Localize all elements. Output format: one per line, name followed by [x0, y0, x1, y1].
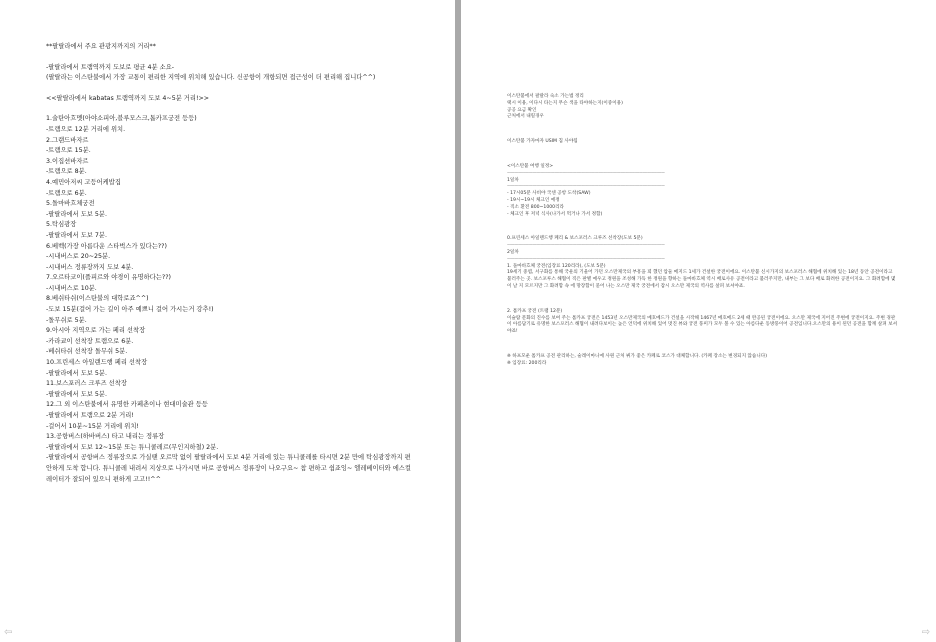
- text-line: **팔랄라에서 주요 관광지까지의 거리**: [46, 43, 156, 50]
- text-line: 공공 요금 확인: [507, 107, 537, 113]
- text-line: -도보 15분(걸어 가는 길이 아주 예쁘니 걸어 가시는거 강추!): [46, 306, 214, 314]
- text-line: 12.그 외 이스탄불에서 유명한 카페촌이나 현대미술관 등등: [46, 401, 208, 409]
- text-line: 2.그랜드바자르: [46, 136, 89, 144]
- blank-line: [507, 336, 897, 354]
- text-line: 택시 이용, 이다시 타는지 무슨 색을 타야하는지(이중이용): [507, 100, 623, 106]
- text-line: 2일차: [507, 249, 519, 255]
- text-line: -트램으로 6분.: [46, 189, 87, 197]
- separator-line: ----------------------------------------------------------------------------------------------------------------------------------------: [507, 184, 665, 190]
- next-page-icon[interactable]: ⇨: [921, 627, 930, 638]
- text-line: ※ 하프모운 톱카프 공전 관리하는, 술레이마니예 사원 근처 뷔가 좋은 카페로 코스가 대체합니다. (카페 장소는 변경되지 않습니다): [507, 353, 768, 359]
- text-line: -베쉬타쉬 선착장 돌무쉬 5분.: [46, 348, 128, 356]
- text-line: 2. 톱카프 궁전 (트램 12분): [507, 308, 563, 314]
- text-line: 이스탄불 가자마자 USIM 칩 사야됨: [507, 139, 578, 145]
- text-line: 7.오르타코이(플피르와 야경이 유명하다는??): [46, 274, 172, 282]
- text-line: -팔랄라에서 공항버스 정류장으로 가실땐 오르막 없이 팔랄라에서 도보 4분 거리에 있는 튜니쿨레를 타시면 2분 만에 탁심광장까지 편안하게 도착 합니다. 튜니쿨레 내려서 지상으로 나가시면 바로 공항버스 정류장이 나오구요~ 참 편하고 쉽죠잉~ 엘레베이터와 에스컬레이터가 잘되어 있으니 편하게 고고!!^^: [46, 454, 411, 483]
- page-left-text: [46, 42, 416, 485]
- text-line: -트램으로 8분.: [46, 168, 87, 176]
- text-line: 11.보스포러스 크루즈 선착장: [46, 380, 127, 388]
- text-line: 6.베벡(가장 아름다운 스타벅스가 있다는??): [46, 242, 167, 250]
- text-line: -카라쿄이 선착장 트램으로 6분.: [46, 337, 134, 345]
- text-line: 0.프린세스 아일랜드행 페리 & 보스포러스 크루즈 선착장(도보 5분): [507, 236, 643, 242]
- text-line: 19세기 중엽, 서구화를 통해 국운의 기울어 가던 오스만제국의 부흥을 꾀 했던 압둘 메지드 1세가 건설한 궁전이에요. 이스탄불 신시가지의 보스포러스 해협에 위치해 있는 18년 동안 공전이라고 불러주는 곳. 보스포루스 해협이 직은 판별 예우고 정원을 조성해 가득 한 정원을 향하는 돌마바흐체 역시 배로사유 공전이라고 불러주지만, 내부는 그 보다 배로 화려한 공전이지요. 그 화려함에 몇이 날 지 모르지만 그 화려함 속 에 망장함이 묻어 나는 오스만 제국 궁전에서 잠시 오스만 제국의 역사를 살펴 보셔야죠.: [507, 270, 896, 289]
- previous-page-icon[interactable]: ⇦: [4, 627, 13, 638]
- text-line: 5.돌마바흐체궁전: [46, 200, 95, 208]
- text-line: 1일차: [507, 177, 519, 183]
- blank-line: [507, 218, 897, 236]
- page-right: [461, 0, 936, 642]
- text-line: (팔랄라는 이스탄불에서 가장 교통이 편리한 지역에 위치해 있습니다. 신공항이 개항되면 접근성이 더 편리해 집니다^^): [46, 74, 376, 82]
- text-line: -돌무쉬로 5분.: [46, 316, 87, 324]
- page-right-text: [507, 94, 897, 368]
- blank-line: [507, 121, 897, 139]
- text-line: - 체크인 후 저녁 식사(나가서 먹거나 가서 정함): [507, 211, 603, 217]
- text-line: <이스탄불 여행 일정>: [507, 163, 554, 169]
- blank-line: [46, 104, 416, 114]
- text-line: 10.프린세스 아일랜드행 페리 선착장: [46, 359, 148, 367]
- blank-line: [46, 84, 416, 94]
- text-line: -팔랄라에서 도보 5분.: [46, 369, 107, 377]
- page-left: [0, 0, 455, 642]
- separator-line: ----------------------------------------------------------------------------------------------------------------------------------------: [507, 256, 665, 262]
- text-line: 이슬람 문화의 진수를 보여 주는 톱카프 궁전은 1453년 오스만제국의 메호메드가 건설을 시작해 1467년 메호메드 2세 때 완공된 궁전이에요. 오스만 제국에 지어진 주변에 궁전이지요. 주변 경관이 아름답기로 유명한 보스포러스 해협이 내려다보이는 높은 언덕에 위치해 있어 멋진 뷰와 궁전 풍미가 모두 볼 수 있는 아름다운 동방풍이어 공전입니다.오스만의 용이 된던 공전을 함께 살펴 보셔야죠!: [507, 315, 898, 335]
- text-line: -팔랄라에서 트램역까지 도보로 평균 4분 소요-: [46, 63, 175, 71]
- text-line: - 직소 환전 800~1000리라: [507, 204, 564, 210]
- text-line: 1. 돌마바흐체 궁전(입장료 120리라), (도보 5분): [507, 263, 606, 269]
- text-line: ※ 입장료: 200리라: [507, 360, 547, 366]
- text-line: -시내버스로 10분.: [46, 284, 97, 292]
- text-line: 9.아시아 지역으로 가는 페리 선착장: [46, 327, 146, 335]
- separator-line: ----------------------------------------------------------------------------------------------------------------------------------------: [507, 170, 665, 176]
- text-line: -팔랄라에서 트램으로 2분 거리!: [46, 412, 134, 419]
- text-line: -팔랄라에서 도보 12~15분 또는 튜니쿨레르(무인지하철) 2분.: [46, 443, 219, 451]
- blank-line: [46, 53, 416, 63]
- text-line: 이스탄불에서 팔랄라 숙소 가는법 정리: [507, 94, 584, 99]
- text-line: -시내버스로 20~25분.: [46, 253, 111, 261]
- text-line: -시내버스 정류장까지 도보 4분.: [46, 263, 134, 271]
- text-line: 8.베쉬타쉬(이스탄불의 대학로죠^^): [46, 295, 149, 303]
- text-line: 13.공항버스(하바버스) 타고 내리는 정류장: [46, 433, 165, 441]
- text-line: 1.술탄아흐멧(아야소피아,블루모스크,톱카프궁전 등등): [46, 115, 197, 123]
- text-line: 5.탁심광장: [46, 221, 77, 229]
- text-line: -트램으로 15분.: [46, 147, 91, 155]
- separator-line: ----------------------------------------------------------------------------------------------------------------------------------------: [507, 243, 665, 249]
- text-line: -걸어서 10분~15분 거리에 위치!: [46, 422, 139, 430]
- text-line: -팔랄라에서 도보 7분.: [46, 231, 107, 239]
- text-line: <<팔랄라에서 kabatas 트램역까지 도보 4~5분 거리!>>: [46, 94, 210, 102]
- text-line: -팔랄라에서 도보 5분.: [46, 210, 107, 218]
- text-line: -트램으로 12분 거리에 위치.: [46, 125, 126, 133]
- text-line: 3.이집션바자르: [46, 157, 89, 165]
- text-line: 근처에서 내릴경우: [507, 114, 544, 120]
- blank-line: [507, 291, 897, 309]
- text-line: - 19시~19시 체크인 예정: [507, 197, 560, 203]
- blank-line: [507, 146, 897, 164]
- text-line: 4.예민아저씨 고등어케밥집: [46, 178, 121, 186]
- text-line: -팔랄라에서 도보 5분.: [46, 390, 107, 398]
- text-line: - 17시05분 사비야 국센 공항 도착(SAW): [507, 191, 591, 197]
